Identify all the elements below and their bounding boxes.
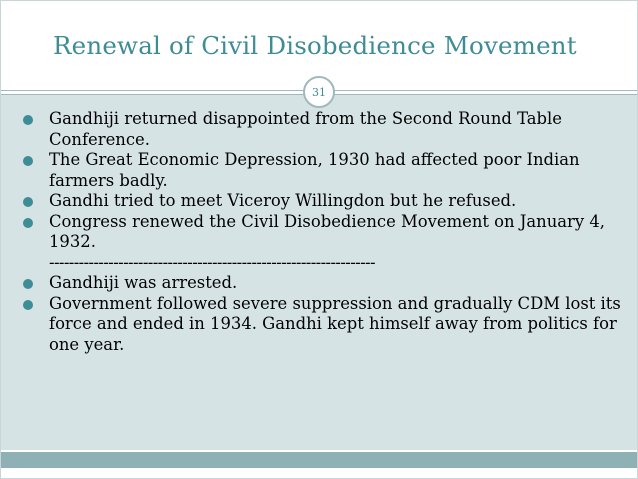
page-number: 31 (312, 85, 326, 99)
list-item (23, 273, 623, 294)
list-item-text: Government followed severe suppression and gradually CDM lost its force and ended in 1934. Gandhi kept himself away from politics for one year. (49, 293, 621, 354)
bullet-icon (23, 156, 33, 166)
list-item (23, 191, 623, 212)
bullet-icon (23, 197, 33, 207)
page-number-badge (303, 76, 335, 108)
list-item (23, 109, 623, 150)
list-item-text: Gandhiji returned disappointed from the Second Round Table Conference. (49, 109, 562, 149)
bullet-icon (23, 218, 33, 228)
bullet-list (23, 109, 623, 355)
list-item (23, 212, 623, 253)
list-item-text: Gandhiji was arrested. (49, 273, 238, 292)
list-item-text: Congress renewed the Civil Disobedience Movement on January 4, 1932. (49, 211, 605, 251)
footer-bar (1, 452, 637, 468)
list-item (23, 150, 623, 191)
content-area (1, 95, 637, 450)
slide-title: Renewal of Civil Disobedience Movement (53, 31, 577, 60)
list-item-text: Gandhi tried to meet Viceroy Willingdon but he refused. (49, 191, 517, 210)
separator-line: ------------------------------------------------------------------ (49, 252, 375, 272)
bullet-icon (23, 115, 33, 125)
bullet-icon (23, 300, 33, 310)
list-item (23, 294, 623, 356)
list-item-text: The Great Economic Depression, 1930 had affected poor Indian farmers badly. (49, 150, 580, 190)
bullet-icon (23, 279, 33, 289)
